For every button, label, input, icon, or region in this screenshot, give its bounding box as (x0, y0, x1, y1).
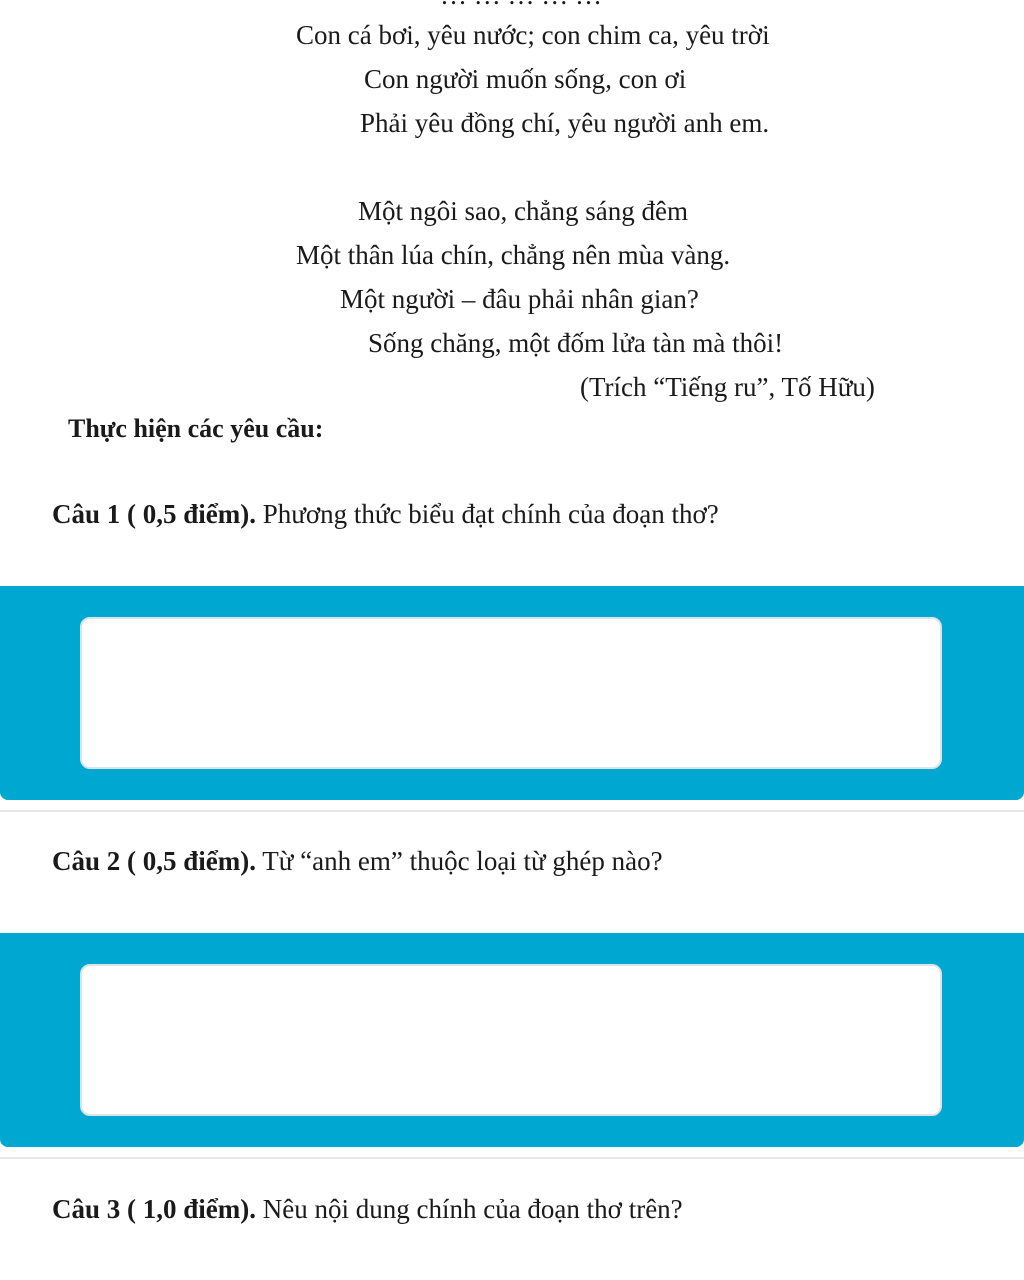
poem-line: Một thân lúa chín, chẳng nên mùa vàng. (296, 240, 731, 270)
poem-line: Một người – đâu phải nhân gian? (340, 284, 699, 314)
question-3 (52, 1192, 683, 1226)
poem-line: Sống chăng, một đốm lửa tàn mà thôi! (368, 328, 784, 358)
answer-input-2[interactable] (80, 964, 942, 1116)
instructions-heading: Thực hiện các yêu cầu: (68, 414, 324, 443)
divider (0, 810, 1024, 812)
question-1 (52, 497, 719, 531)
question-3-label: Câu 3 ( 1,0 điểm). (52, 1194, 256, 1224)
divider (0, 1157, 1024, 1159)
question-1-label: Câu 1 ( 0,5 điểm). (52, 499, 256, 529)
question-2 (52, 844, 663, 878)
answer-area-2 (0, 933, 1024, 1147)
poem-line: Con cá bơi, yêu nước; con chim ca, yêu trời (296, 20, 770, 50)
question-2-label: Câu 2 ( 0,5 điểm). (52, 846, 256, 876)
question-3-text: Nêu nội dung chính của đoạn thơ trên? (256, 1194, 683, 1224)
poem-cut-line (440, 0, 602, 12)
poem-line: Con người muốn sống, con ơi (364, 64, 687, 94)
poem-source: (Trích “Tiếng ru”, Tố Hữu) (580, 372, 875, 402)
poem-line: Phải yêu đồng chí, yêu người anh em. (360, 108, 770, 138)
poem-line: Một ngôi sao, chẳng sáng đêm (358, 196, 688, 226)
answer-area-1 (0, 586, 1024, 800)
answer-input-1[interactable] (80, 617, 942, 769)
question-2-text: Từ “anh em” thuộc loại từ ghép nào? (256, 846, 663, 876)
question-1-text: Phương thức biểu đạt chính của đoạn thơ? (256, 499, 719, 529)
